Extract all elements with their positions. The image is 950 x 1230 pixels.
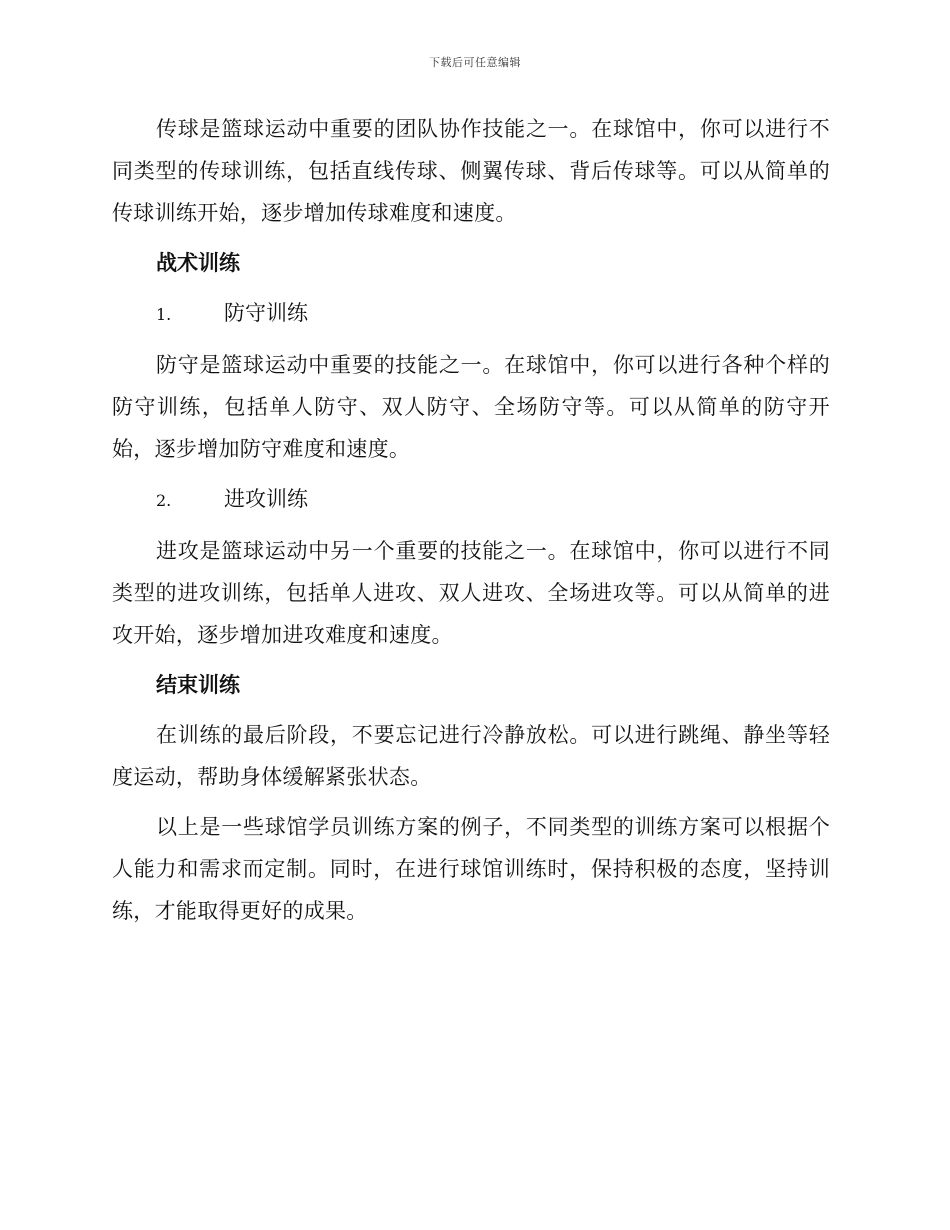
list-item-offense	[112, 478, 830, 522]
page-header: 下载后可任意编辑	[429, 56, 521, 69]
paragraph-summary: 以上是一些球馆学员训练方案的例子，不同类型的训练方案可以根据个人能力和需求而定制。同时，在进行球馆训练时，保持积极的态度，坚持训练，才能取得更好的成果。	[112, 815, 830, 923]
paragraph-cooldown: 在训练的最后阶段，不要忘记进行冷静放松。可以进行跳绳、静坐等轻度运动，帮助身体缓解紧张状态。	[112, 723, 830, 789]
list-item-defense	[112, 292, 830, 336]
section-heading-tactics: 战术训练	[156, 251, 240, 275]
list-item-label: 防守训练	[224, 301, 308, 325]
paragraph-offense: 进攻是篮球运动中另一个重要的技能之一。在球馆中，你可以进行不同类型的进攻训练，包括单人进攻、双人进攻、全场进攻等。可以从简单的进攻开始，逐步增加进攻难度和速度。	[112, 539, 830, 647]
section-heading-cooldown: 结束训练	[156, 673, 240, 697]
list-number: 2.	[156, 491, 172, 510]
document-body	[112, 108, 830, 940]
list-number: 1.	[156, 305, 172, 324]
paragraph-defense: 防守是篮球运动中重要的技能之一。在球馆中，你可以进行各种个样的防守训练，包括单人防守、双人防守、全场防守等。可以从简单的防守开始，逐步增加防守难度和速度。	[112, 353, 830, 461]
list-item-label: 进攻训练	[224, 487, 308, 511]
paragraph-passing: 传球是篮球运动中重要的团队协作技能之一。在球馆中，你可以进行不同类型的传球训练，包括直线传球、侧翼传球、背后传球等。可以从简单的传球训练开始，逐步增加传球难度和速度。	[112, 117, 830, 225]
